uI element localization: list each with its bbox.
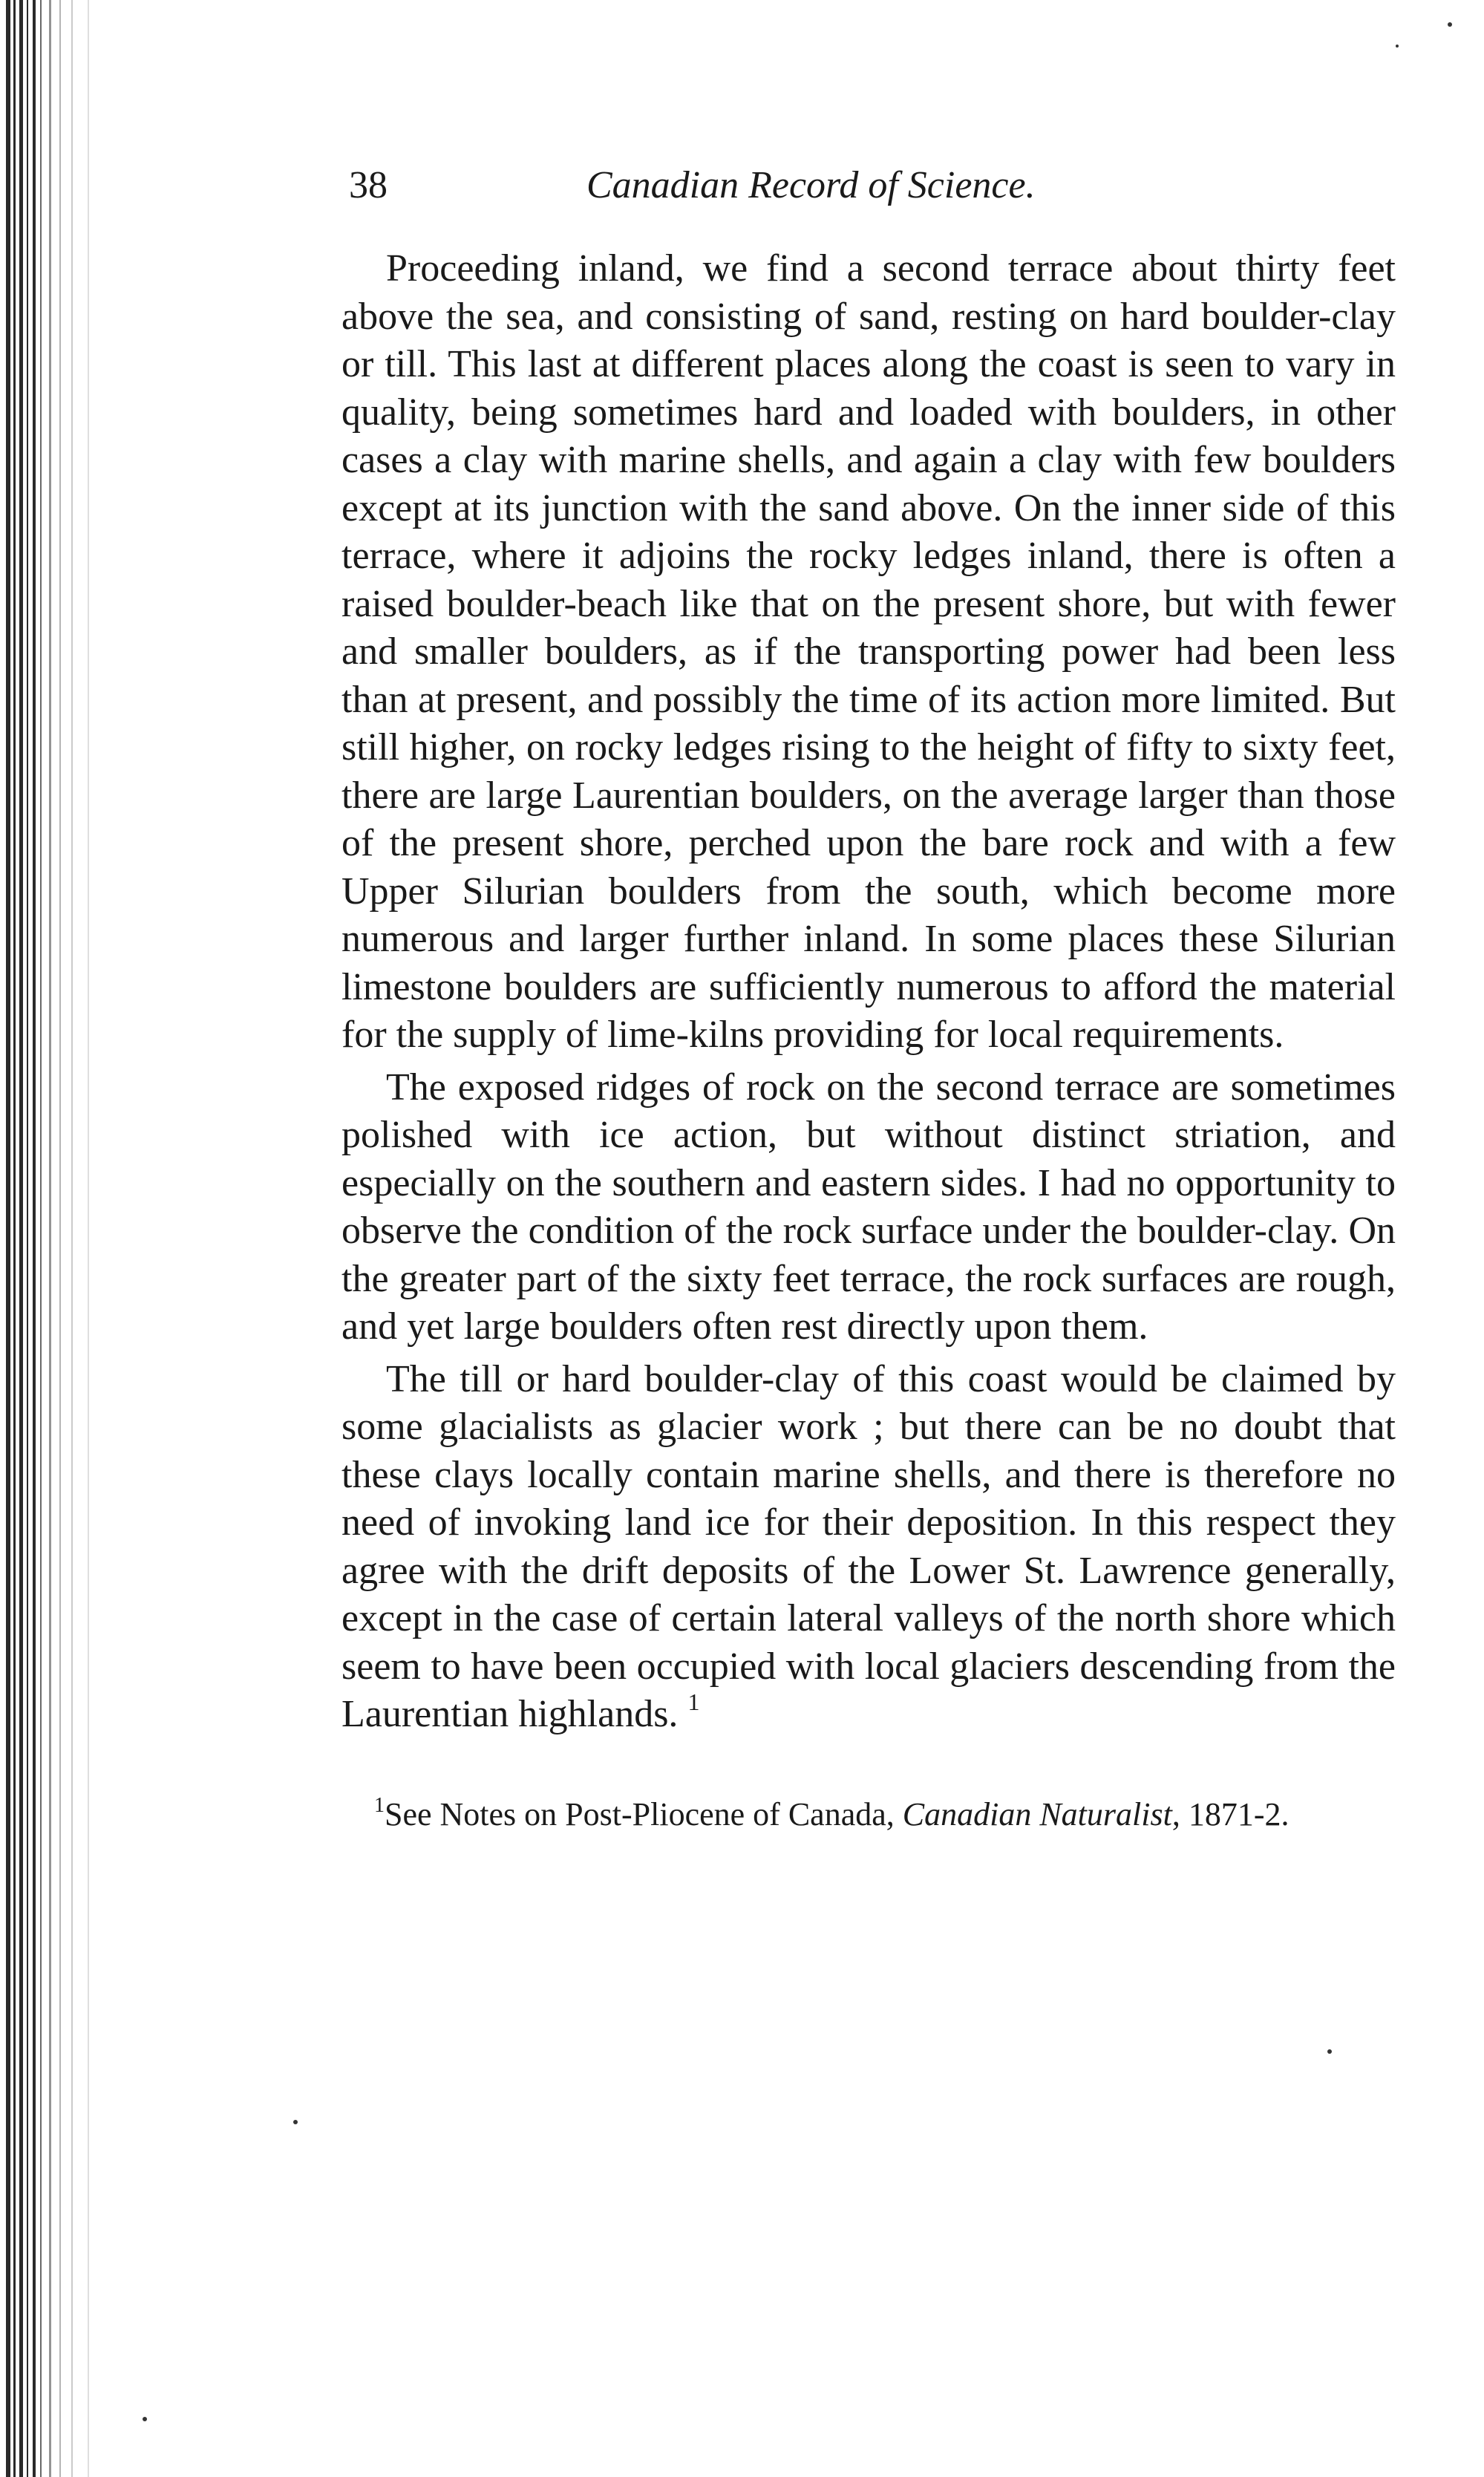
journal-title: Canadian Record of Science. — [586, 164, 1036, 206]
paragraph-2: The exposed ridges of rock on the second terrace are sometimes polished with ice action, but without distinct striation, and especially on the southern and eastern sides. I had no opportunity to observe the condition of the rock surface under the boulder-clay. On the greater part of the sixty feet terrace, the rock surfaces are rough, and yet large boulders often rest directly upon them. — [341, 1065, 1396, 1348]
page-content — [341, 149, 1396, 1837]
scan-speck — [1327, 2049, 1332, 2054]
footnote-text-after: , 1871-2. — [1171, 1795, 1289, 1833]
scan-speck — [1396, 45, 1399, 48]
footnote-text-before: See Notes on Post-Pliocene of Canada, — [385, 1795, 903, 1833]
page-number: 38 — [349, 164, 388, 206]
footnote — [341, 1792, 1396, 1837]
scan-gutter — [0, 0, 111, 2477]
paragraph-3-text: The till or hard boulder-clay of this coast would be claimed by some glacialists as glacier work ; but there can be no doubt that these clays locally contain marine shells, and there is therefore no need of invoking land ice for their deposition. In this respect they agree with the drift deposits of the Lower St. Lawrence generally, except in the case of certain lateral valleys of the north shore which seem to have been occupied with local glaciers descending from the Laurentian highlands. — [341, 1357, 1396, 1735]
paragraph-1: Proceeding inland, we find a second terrace about thirty feet above the sea, and consisting of sand, resting on hard boulder-clay or till. This last at different places along the coast is seen to vary in quality, being sometimes hard and loaded with boulders, in other cases a clay with marine shells, and again a clay with few boulders except at its junction with the sand above. On the inner side of this terrace, where it adjoins the rocky ledges inland, there is often a raised boulder-beach like that on the present shore, but with fewer and smaller boulders, as if the transporting power had been less than at present, and possibly the time of its action more limited. But still higher, on rocky ledges rising to the height of fifty to sixty feet, there are large Laurentian boulders, on the average larger than those of the present shore, perched upon the bare rock and with a few Upper Silurian boulders from the south, which become more numerous and larger further inland. In some places these Silurian limestone boulders are sufficiently numerous to afford the material for the supply of lime-kilns providing for local requirements. — [341, 247, 1396, 1056]
footnote-reference: 1 — [687, 1688, 700, 1715]
scan-speck — [1448, 22, 1452, 27]
running-head — [341, 149, 1396, 245]
paragraph-3 — [341, 1356, 1396, 1739]
footnote-journal: Canadian Naturalist — [902, 1795, 1172, 1833]
scan-speck — [143, 2417, 147, 2421]
footnote-marker: 1 — [374, 1793, 385, 1817]
scan-speck — [293, 2120, 298, 2124]
